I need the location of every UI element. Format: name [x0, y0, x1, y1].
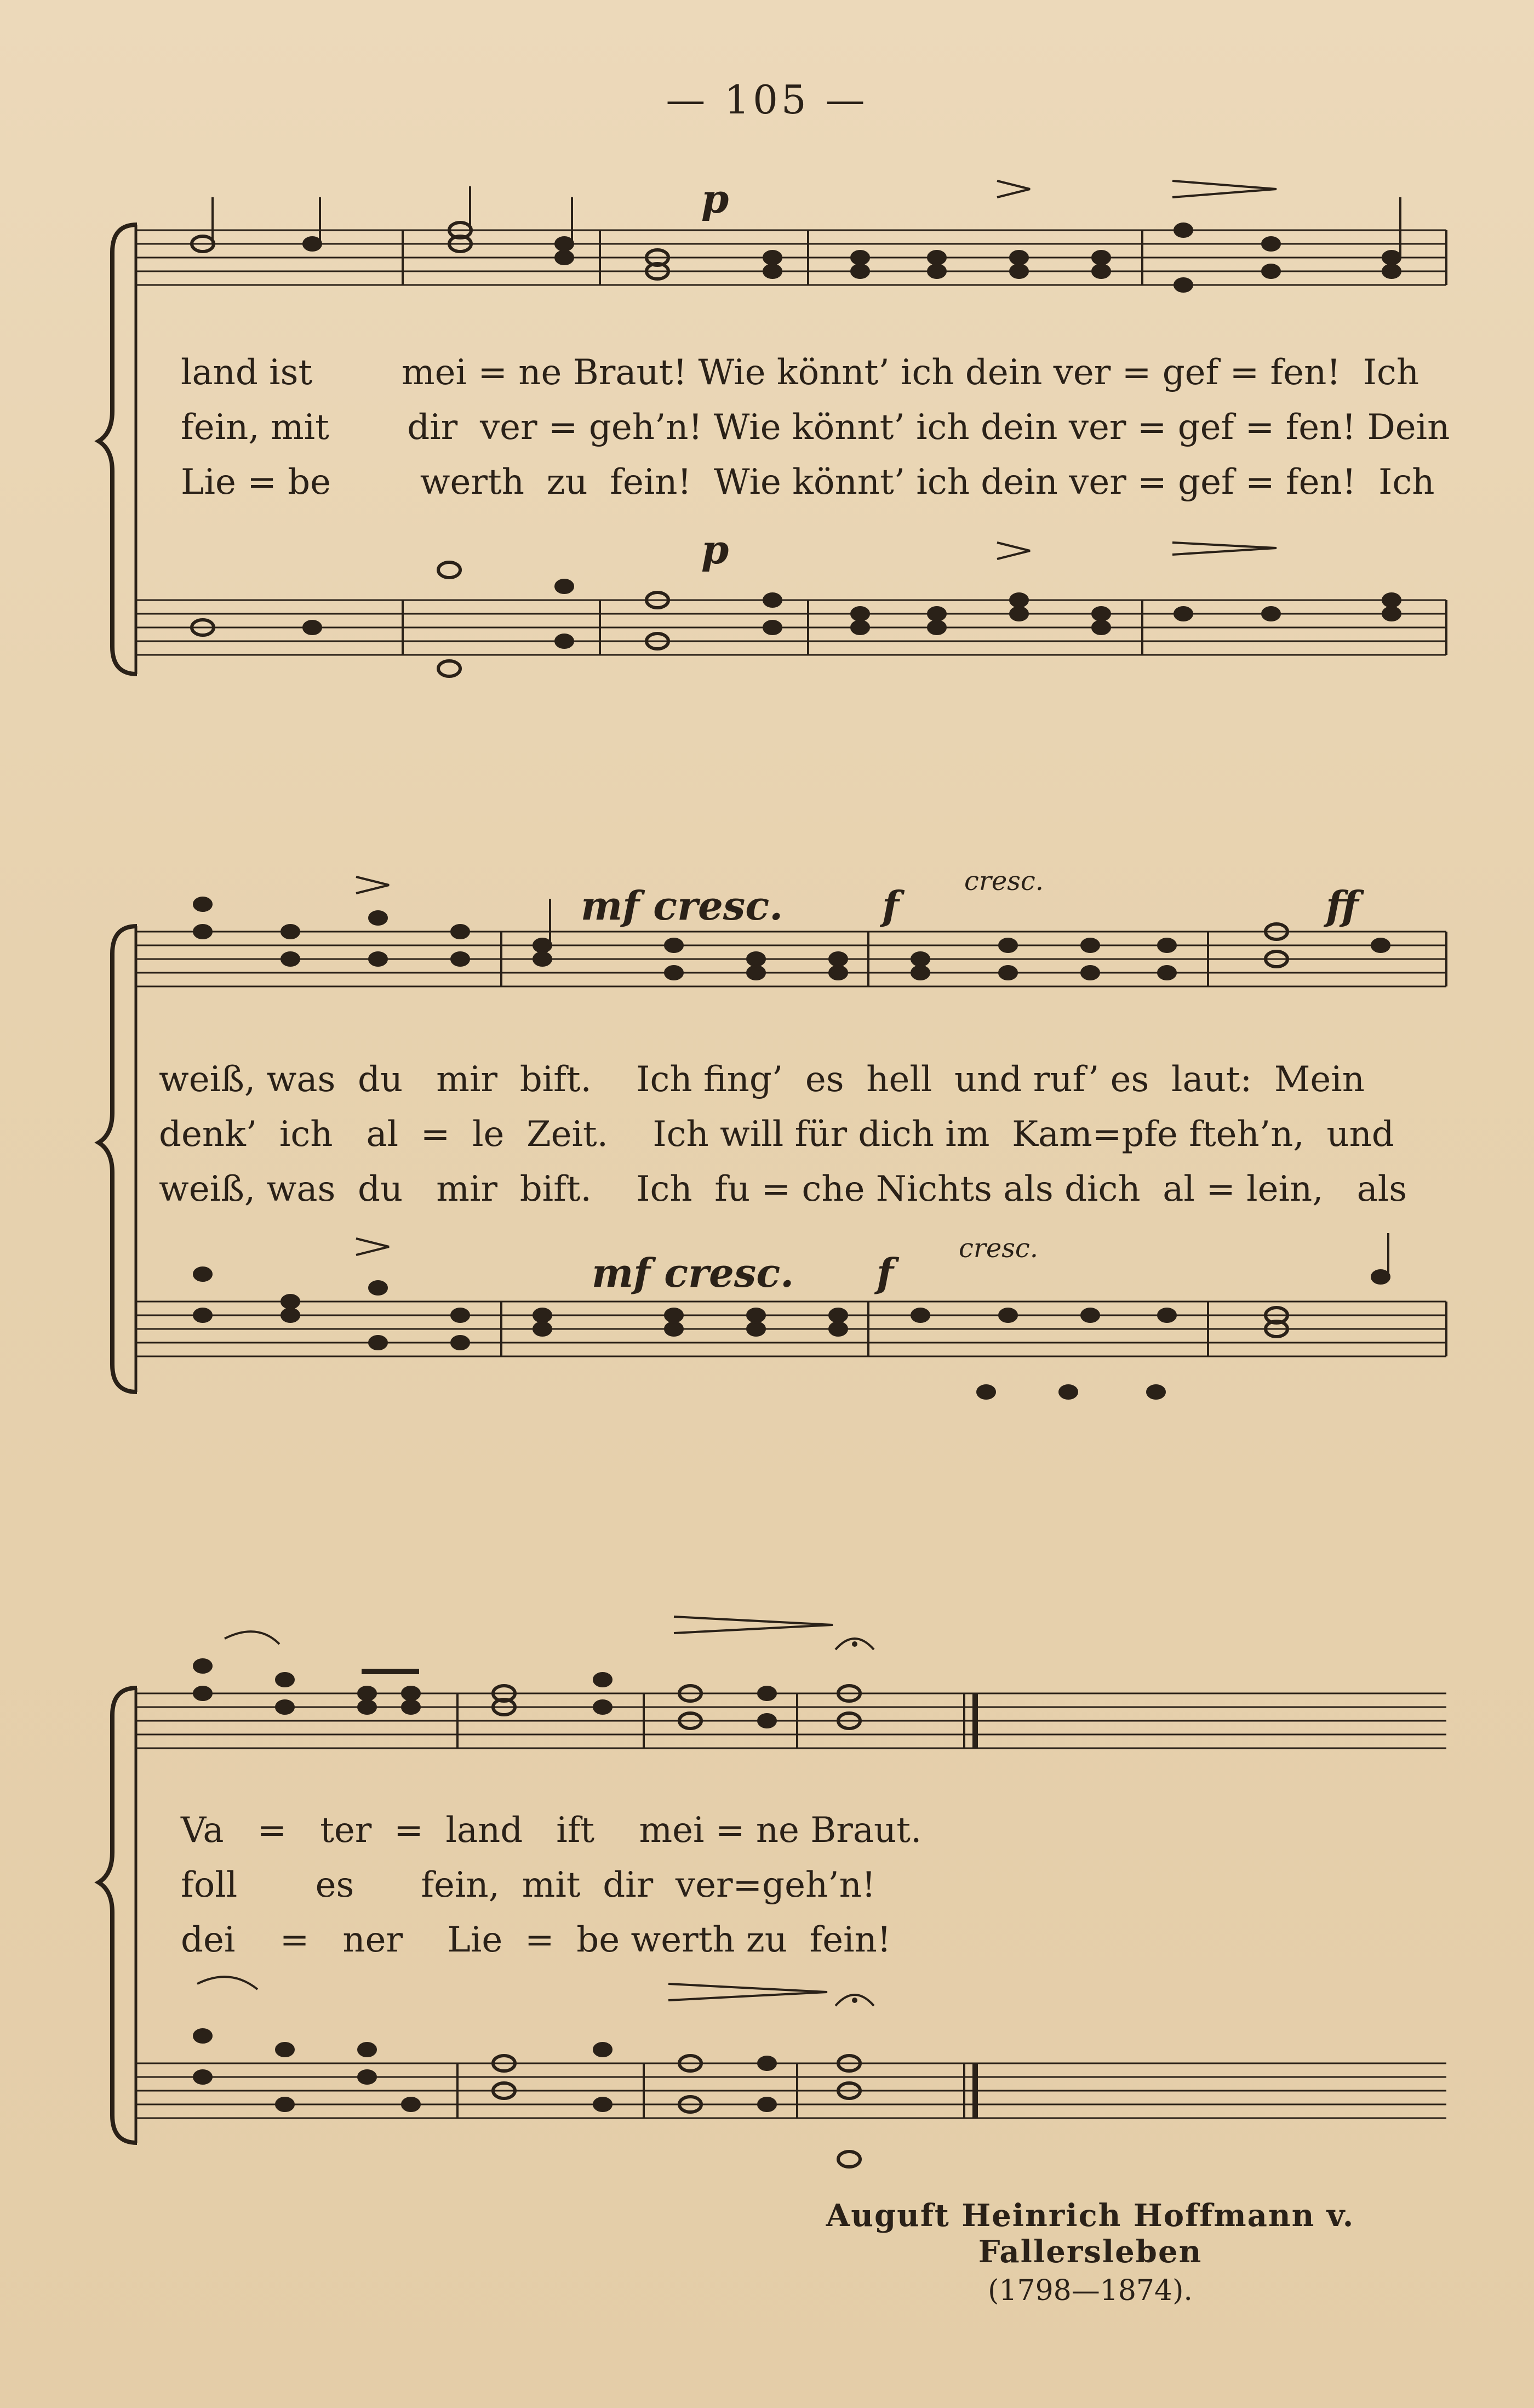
composer-credit	[734, 2198, 1446, 2307]
lyric-line: denk’ ich al = le Zeit. Ich will für dich im Kam=pfe fteh’n, und	[159, 1114, 1394, 1155]
dynamic-mf-cresc-lower: mf cresc.	[592, 1249, 794, 1296]
lyric-line: Va = ter = land ift mei = ne Braut.	[181, 1810, 922, 1851]
lyric-line: weiß, was du mir bift. Ich fu = che Nichts als dich al = lein, als	[159, 1169, 1407, 1209]
composer-name: Auguft Heinrich Hoffmann v. Fallersleben	[826, 2198, 1355, 2270]
lyric-line: land ist mei = ne Braut! Wie könnt’ ich dein ver = gef = fen! Ich	[181, 352, 1419, 393]
dynamic-cresc-upper: cresc.	[964, 866, 1044, 897]
dynamic-mf-cresc-upper: mf cresc.	[581, 882, 783, 929]
page-number: — 105 —	[666, 77, 868, 123]
composer-years: (1798—1874).	[988, 2274, 1193, 2307]
lyric-line: Lie = be werth zu fein! Wie könnt’ ich dein ver = gef = fen! Ich	[181, 462, 1435, 503]
lyric-line: weiß, was du mir bift. Ich fing’ es hell und ruf’ es laut: Mein	[159, 1059, 1365, 1100]
lyric-line: fein, mit dir ver = geh’n! Wie könnt’ ich dein ver = gef = fen! Dein	[181, 407, 1450, 448]
dynamic-p-lower: p	[701, 526, 729, 573]
lyric-line: dei = ner Lie = be werth zu fein!	[181, 1920, 891, 1960]
lyric-line: foll es fein, mit dir ver=geh’n!	[181, 1865, 876, 1905]
dynamic-f-lower: f	[877, 1249, 894, 1296]
lyrics-system-3	[181, 1803, 1441, 1967]
dynamic-ff-upper: ff	[1326, 882, 1359, 929]
dynamic-f-upper: f	[882, 882, 899, 929]
dynamic-p-upper: p	[701, 175, 729, 222]
lyrics-system-1	[181, 345, 1450, 510]
lyrics-system-2	[159, 1052, 1419, 1217]
dynamic-cresc-lower: cresc.	[959, 1233, 1039, 1264]
